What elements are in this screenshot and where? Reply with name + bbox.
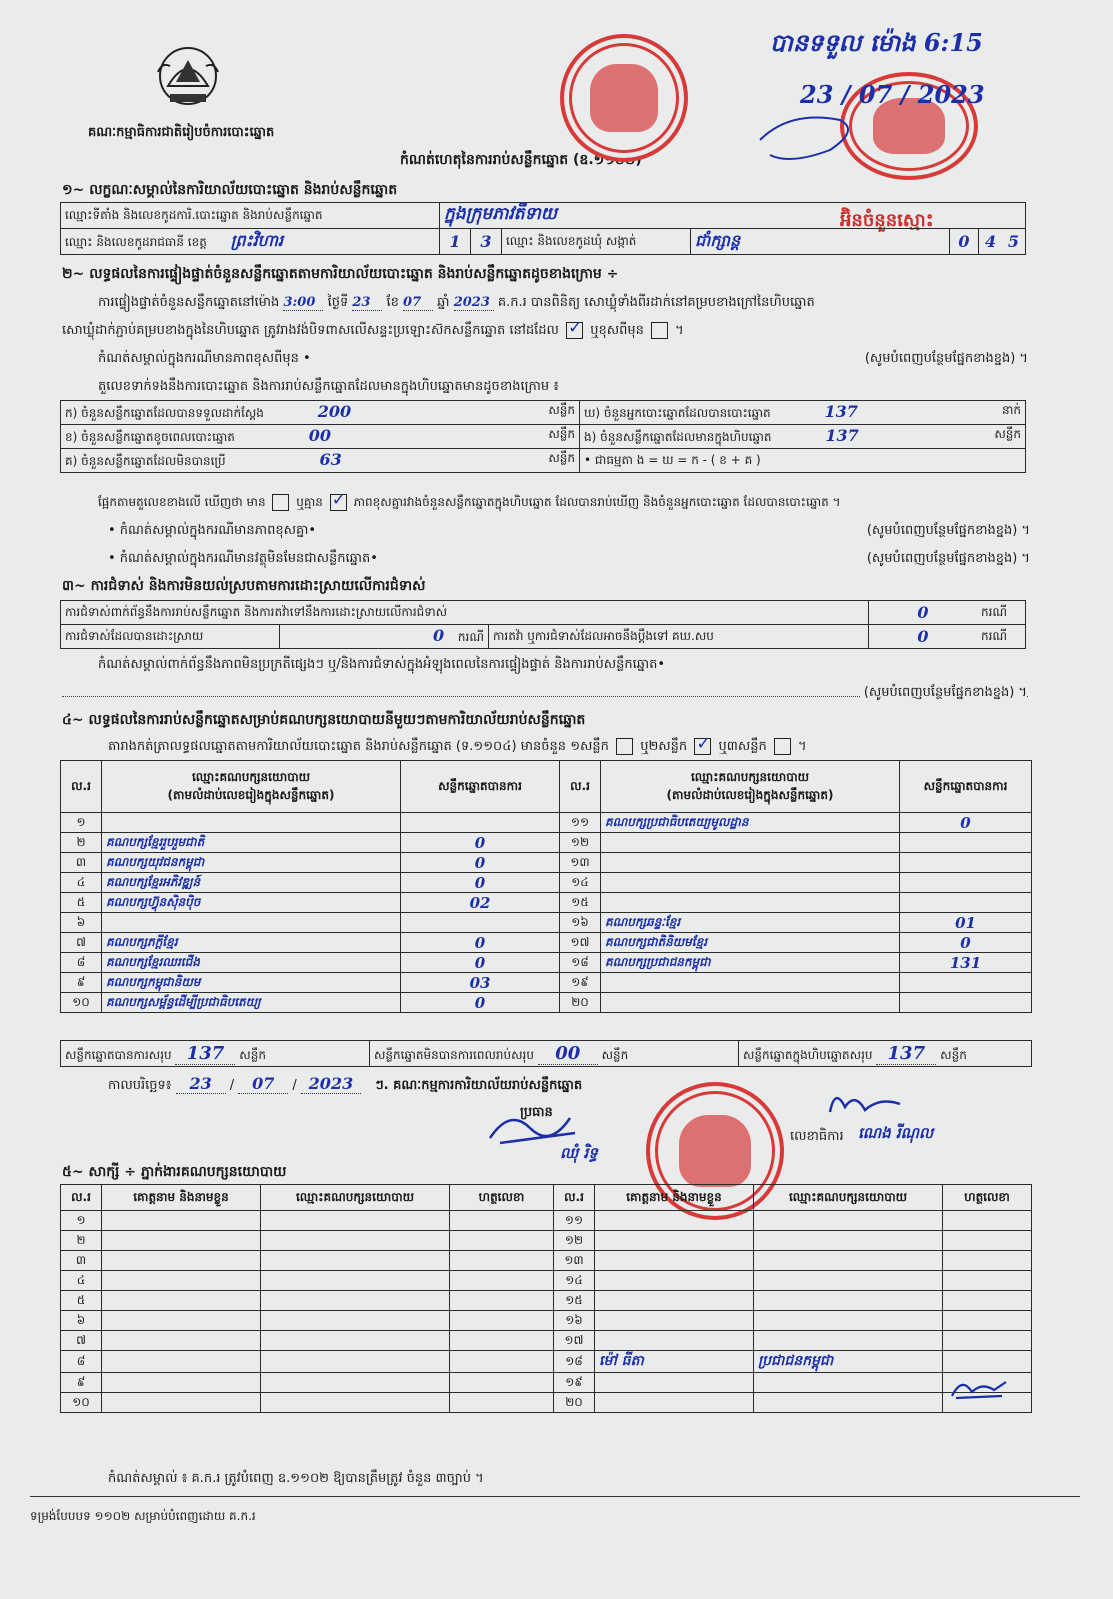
unit-ballot: សន្លឹក (601, 1047, 629, 1062)
witness-party (754, 1311, 943, 1331)
section5-title: ៥~ សាក្សី ÷ ភ្នាក់ងារគណបក្សនយោបាយ (62, 1164, 287, 1180)
witness-party (261, 1271, 450, 1291)
witness-name (595, 1291, 754, 1311)
party-name: គណបក្សខ្មែររួបរួមជាតិ (102, 833, 401, 853)
party-votes: 131 (900, 953, 1032, 973)
table-row (61, 1231, 1032, 1251)
party-votes (401, 913, 560, 933)
witness-party (754, 1291, 943, 1311)
table-row (61, 813, 1032, 833)
voters-label (580, 401, 1026, 425)
witness-no: ១៤ (554, 1271, 595, 1291)
party-no: ១២ (560, 833, 601, 853)
total-box-value: 137 (876, 1043, 936, 1065)
totals-table (60, 1040, 1032, 1067)
witness-party (754, 1393, 943, 1413)
party-name (102, 813, 401, 833)
witness-no: ១១ (554, 1211, 595, 1231)
witness-party (754, 1271, 943, 1291)
party-name (601, 893, 900, 913)
unit-ballot: សន្លឹក (994, 427, 1021, 441)
party-no: ៥ (61, 893, 102, 913)
difference-desc: ភាពខុសគ្នារវាងចំនួនសន្លឹកឆ្នោតក្នុងហិបឆ្នោត ដែលបានរាប់ឃើញ និងចំនួនអ្នកបោះឆ្នោត ដែលបានបោះឆ្នោត ។ (353, 495, 841, 509)
witness-no: ១៣ (554, 1251, 595, 1271)
party-no: ១១ (560, 813, 601, 833)
witness-no: ៦ (61, 1311, 102, 1331)
party-no: ៩ (61, 973, 102, 993)
ballots-in-box-label (580, 425, 1026, 449)
form-note: ទម្រង់បែបបទ ១១០២ សម្រាប់បំពេញដោយ គ.ក.រ (30, 1509, 256, 1523)
witness-name (102, 1291, 261, 1311)
changed-checkbox[interactable] (651, 322, 668, 339)
witness-name (102, 1331, 261, 1351)
verification-day: 23 (352, 295, 382, 311)
witness-no: ៥ (61, 1291, 102, 1311)
nec-logo (148, 42, 228, 114)
official-seal-top (560, 34, 688, 162)
received-signature (750, 100, 870, 170)
total-invalid-value: 00 (538, 1043, 598, 1065)
table-row (61, 1331, 1032, 1351)
witness-sign[interactable] (943, 1331, 1032, 1351)
party-no: ៦ (61, 913, 102, 933)
spoiled-ballots-value: 00 (308, 426, 332, 445)
section2-title: ២~ លទ្ធផលនៃការផ្ទៀងផ្ទាត់ចំនួនសន្លឹកឆ្នោតតាមការិយាល័យបោះឆ្នោត និងរាប់សន្លឹកឆ្នោតដូចខាងក្រោម ÷ (62, 266, 619, 282)
witness-no: ១ (61, 1211, 102, 1231)
col-party: ឈ្មោះគណបក្សនយោបាយ (754, 1185, 943, 1211)
stamp-mark: អ៊ិនចំនួនស្មោះ (840, 210, 934, 231)
irregularities-note: កំណត់សម្គាល់ពាក់ព័ន្ធនឹងភាពមិនប្រក្រតីផ្សេងៗ ឬ/និងការជំទាស់ក្នុងអំឡុងពេលនៃការផ្ទៀងផ្ទាត់ និងការរាប់សន្លឹកឆ្នោត• (98, 657, 666, 672)
total-box-label: សន្លឹកឆ្នោតក្នុងហិបឆ្នោតសរុប (743, 1047, 873, 1062)
col-no: ល.រ (61, 1185, 102, 1211)
commune-code-3: 5 (1007, 232, 1020, 251)
objections-table (60, 600, 1026, 649)
note-items-line (108, 550, 1030, 569)
appeal-label: ការតវ៉ា ឬការជំទាស់ដែលអាចនឹងប្តឹងទៅ គឃ.សប (489, 625, 869, 649)
changed-label: ឬខុសពីមុន (590, 323, 644, 338)
unit-ballot: សន្លឹក (940, 1047, 967, 1062)
witness-name (102, 1251, 261, 1271)
unit-ballot: សន្លឹក (548, 403, 575, 417)
seal-status-text: សោឃ្លុំដាក់ភ្ជាប់គម្របខាងក្នុងនៃហិបឆ្នោត ត្រូវរាងវង់បិទពាសលើសន្ទះប្រឡោះស៊កសន្លឹកឆ្នោត នៅដដែល (62, 323, 559, 338)
party-no: ១៤ (560, 873, 601, 893)
party-votes (900, 833, 1032, 853)
note-difference-line (108, 522, 1030, 541)
witness-sign[interactable] (943, 1271, 1032, 1291)
party-name: គណបក្សយុវជនកម្ពុជា (102, 853, 401, 873)
party-name (102, 913, 401, 933)
no-difference-label: ឬគ្មាន (296, 495, 323, 509)
witness-no: ១៨ (554, 1351, 595, 1373)
party-votes (900, 853, 1032, 873)
table-row (61, 933, 1032, 953)
witness-sign[interactable] (450, 1331, 554, 1351)
col-no: ល.រ (61, 761, 102, 813)
party-name: គណបក្សប្រជាជនកម្ពុជា (601, 953, 900, 973)
witness-no: ១៩ (554, 1373, 595, 1393)
witness-no: ១២ (554, 1231, 595, 1251)
commune-code-1: 0 (950, 229, 979, 255)
verification-desc: គ.ក.រ បានពិនិត្យ សោឃ្លុំទាំងពីរដាក់នៅគម្របខាងក្រៅនៃហិបឆ្នោត (497, 295, 815, 310)
party-votes: 03 (401, 973, 560, 993)
witness-sign[interactable] (450, 1393, 554, 1413)
table-row (61, 1311, 1032, 1331)
table-row (61, 833, 1032, 853)
col-party: ឈ្មោះគណបក្សនយោបាយ (690, 769, 810, 784)
party-no: ១ (61, 813, 102, 833)
party-votes (900, 973, 1032, 993)
party-name: គណបក្សឆន្ទៈខ្មែរ (601, 913, 900, 933)
chair-name: ឈុំ រិទ្ធ (560, 1144, 598, 1162)
witness-no: ២០ (554, 1393, 595, 1413)
witness-name (595, 1251, 754, 1271)
unit-ballot: សន្លឹក (548, 427, 575, 441)
committee-label: ៗ. គណៈកម្មការការិយាល័យរាប់សន្លឹកឆ្នោត (375, 1078, 583, 1093)
witness-sign[interactable] (450, 1271, 554, 1291)
col-no: ល.រ (554, 1185, 595, 1211)
date-year: 2023 (301, 1074, 361, 1094)
party-no: ១៧ (560, 933, 601, 953)
witness-sign[interactable] (450, 1373, 554, 1393)
witness-sign[interactable] (450, 1311, 554, 1331)
party-no: ៧ (61, 933, 102, 953)
witness-party (261, 1311, 450, 1331)
witness-name (102, 1373, 261, 1393)
received-ballots-text: ក) ចំនួនសន្លឹកឆ្នោតដែលបានទទួលដាក់ស្តែង (65, 406, 264, 420)
witness-no: ១៧ (554, 1331, 595, 1351)
section3-title: ៣~ ការជំទាស់ និងការមិនយល់ស្របតាមការដោះស្រាយលើការជំទាស់ (62, 578, 426, 594)
unused-ballots-label (61, 449, 580, 473)
day-label: ថ្ងៃទី (327, 295, 349, 310)
verification-year: 2023 (454, 295, 494, 311)
tally-sheet-line (108, 738, 807, 757)
date-day: 23 (176, 1074, 226, 1094)
witness-party (754, 1331, 943, 1351)
party-votes: 0 (401, 853, 560, 873)
party-name (601, 973, 900, 993)
party-no: ១៥ (560, 893, 601, 913)
table-row (61, 953, 1032, 973)
witness-table (60, 1184, 1032, 1413)
received-ballots-label (61, 401, 580, 425)
witness-sign[interactable] (943, 1311, 1032, 1331)
witness-no: ៤ (61, 1271, 102, 1291)
witness-name (102, 1393, 261, 1413)
witness-name (595, 1393, 754, 1413)
unit-case: ករណី (977, 625, 1026, 649)
difference-note-label: កំណត់សម្គាល់ក្នុងករណីមានភាពខុសពីមុន • (98, 351, 311, 366)
col-party: ឈ្មោះគណបក្សនយោបាយ (191, 769, 311, 784)
witness-sign[interactable] (943, 1351, 1032, 1373)
party-votes (900, 893, 1032, 913)
party-name: គណបក្សខ្មែរអភិវឌ្ឍន៍ (102, 873, 401, 893)
party-results-table (60, 760, 1032, 1013)
party-name (601, 833, 900, 853)
witness-name (102, 1311, 261, 1331)
spoiled-ballots-text: ខ) ចំនួនសន្លឹកឆ្នោតខូចពេលបោះឆ្នោត (65, 430, 235, 444)
table-row (61, 1373, 1032, 1393)
date-label: កាលបរិច្ឆេទ៖ (108, 1078, 172, 1093)
col-party-sub: (តាមលំដាប់លេខរៀងក្នុងសន្លឹកឆ្នោត) (167, 787, 335, 802)
witness-no: ៨ (61, 1351, 102, 1373)
table-row (61, 1393, 1032, 1413)
witness-name: ម៉ៅ ធីតា (595, 1351, 754, 1373)
objections-label: ការជំទាស់ពាក់ព័ន្ធនឹងការរាប់សន្លឹកឆ្នោត និងការតវ៉ាទៅនឹងការដោះស្រាយលើការជំទាស់ (61, 601, 869, 625)
total-invalid-label: សន្លឹកឆ្នោតមិនបានការពេលរាប់សរុប (374, 1047, 534, 1062)
party-votes: 0 (401, 833, 560, 853)
witness-sign[interactable] (450, 1251, 554, 1271)
verification-time-label: ការផ្ទៀងផ្ទាត់ចំនួនសន្លឹកឆ្នោតនៅម៉ោង (98, 295, 280, 310)
table-row (61, 913, 1032, 933)
witness-party (261, 1231, 450, 1251)
province-code-1: 1 (440, 229, 471, 255)
party-votes: 0 (401, 873, 560, 893)
witness-party (261, 1331, 450, 1351)
unchanged-checkbox[interactable] (566, 322, 583, 339)
secretary-label: លេខាធិការ (790, 1129, 844, 1144)
witness-no: ១៦ (554, 1311, 595, 1331)
col-name: គោត្តនាម និងនាមខ្លួន (102, 1185, 261, 1211)
party-no: ១៣ (560, 853, 601, 873)
appeal-value: 0 (869, 625, 978, 649)
fill-note: (សូមបំពេញបន្ថែមផ្នែកខាងខ្នង) ។ (866, 551, 1030, 566)
end-mark: ។ (798, 739, 807, 754)
table-row (61, 993, 1032, 1013)
witness-no: ១៥ (554, 1291, 595, 1311)
party-no: ១០ (61, 993, 102, 1013)
party-votes: 02 (401, 893, 560, 913)
col-name: គោត្តនាម និងនាមខ្លួន (595, 1185, 754, 1211)
unit-case: ករណី (977, 601, 1026, 625)
party-votes (900, 873, 1032, 893)
witness-sign[interactable] (943, 1231, 1032, 1251)
unused-ballots-value: 63 (319, 450, 342, 469)
tally-sheet-label: តារាងកត់ត្រាលទ្ធផលឆ្នោតតាមការិយាល័យបោះឆ្នោត និងរាប់សន្លឹកឆ្នោត (ទ.១១០៤) មានចំនួន ១សន្លឹក (108, 739, 609, 754)
witness-name (102, 1231, 261, 1251)
total-valid-value: 137 (175, 1043, 235, 1065)
location-label: ឈ្មោះទីតាំង និងលេខកូដការិ.បោះឆ្នោត និងរាប់សន្លឹកឆ្នោត (61, 203, 440, 229)
difference-line (98, 494, 841, 512)
commune-label: ឈ្មោះ និងលេខកូដឃុំ សង្កាត់ (502, 229, 691, 255)
col-sign: ហត្ថលេខា (450, 1185, 554, 1211)
table-row (61, 1251, 1032, 1271)
three-sheet-checkbox[interactable] (774, 738, 791, 755)
chair-label: ប្រធាន (520, 1105, 553, 1120)
table-row (61, 893, 1032, 913)
party-no: ១៩ (560, 973, 601, 993)
party-no: ២ (61, 833, 102, 853)
one-sheet-checkbox[interactable] (616, 738, 633, 755)
col-sign: ហត្ថលេខា (943, 1185, 1032, 1211)
witness-name (595, 1271, 754, 1291)
witness-sign[interactable] (943, 1251, 1032, 1271)
party-name: គណបក្សសម្ព័ន្ធដើម្បីប្រជាធិបតេយ្យ (102, 993, 401, 1013)
ballots-in-box-value: 137 (825, 426, 859, 445)
witness-party (754, 1373, 943, 1393)
unit-ballot: សន្លឹក (239, 1047, 266, 1062)
party-name: គណបក្សកម្ពុជានិយម (102, 973, 401, 993)
witness-name (595, 1331, 754, 1351)
province-label: ឈ្មោះ និងលេខកូដរាជធានី ខេត្ត (65, 234, 207, 249)
witness-party (754, 1231, 943, 1251)
witness-sign[interactable] (450, 1351, 554, 1373)
section1-title: ១~ លក្ខណៈសម្គាល់នៃការិយាល័យបោះឆ្នោត និងរាប់សន្លឹកឆ្នោត (62, 182, 398, 198)
party-no: ១៦ (560, 913, 601, 933)
witness-no: ២ (61, 1231, 102, 1251)
resolved-value: 0 (432, 626, 445, 645)
witness-name (102, 1271, 261, 1291)
voters-value: 137 (824, 402, 858, 421)
verification-time: 3:00 (283, 295, 323, 311)
province-code-2: 3 (471, 229, 502, 255)
party-name: គណបក្សភក្ដីខ្មែរ (102, 933, 401, 953)
witness-name (595, 1231, 754, 1251)
three-sheet-label: ឬ៣សន្លឹក (718, 739, 767, 754)
col-no: ល.រ (560, 761, 601, 813)
table-row (61, 973, 1032, 993)
table-row (61, 853, 1032, 873)
party-name: គណបក្សខ្មែរឈរជើង (102, 953, 401, 973)
total-valid-label: សន្លឹកឆ្នោតបានការសរុប (65, 1047, 172, 1062)
footer-line (30, 1496, 1080, 1497)
unused-ballots-text: គ) ចំនួនសន្លឹកឆ្នោតដែលមិនបានប្រើ (65, 454, 226, 468)
party-name (601, 993, 900, 1013)
witness-party (754, 1211, 943, 1231)
unit-case: ករណី (457, 630, 484, 644)
witness-name (102, 1351, 261, 1373)
fill-note: (សូមបំពេញបន្ថែមផ្នែកខាងខ្នង) ។ (860, 684, 1027, 703)
figures-intro: តួលេខទាក់ទងនឹងការបោះឆ្នោត និងការរាប់សន្លឹកឆ្នោតដែលមានក្នុងហិបឆ្នោតមានដូចខាងក្រោម ៖ (98, 379, 559, 394)
two-sheet-checkbox[interactable] (694, 738, 711, 755)
party-name: គណបក្សហ៊្វុនស៊ិនប៉ិច (102, 893, 401, 913)
verification-line-2: សោឃ្លុំដាក់ភ្ជាប់គម្របខាងក្នុងនៃហិបឆ្នោត ត្រូវរាងវង់បិទពាសលើសន្ទះប្រឡោះស៊កសន្លឹកឆ្នោត នៅដដែល ✓ ឬខុសពីមុន ។ (62, 322, 684, 341)
month-label: ខែ (386, 295, 399, 310)
party-votes: 0 (900, 813, 1032, 833)
table-row (61, 1271, 1032, 1291)
unit-person: នាក់ (1001, 403, 1021, 417)
secretary-signature (820, 1082, 910, 1122)
party-no: ៤ (61, 873, 102, 893)
party-votes: 0 (401, 933, 560, 953)
difference-note-line (98, 350, 1028, 369)
party-votes (401, 813, 560, 833)
commune-value: ជាំក្សាន្ត (691, 229, 950, 255)
section1-table (60, 202, 1026, 255)
witness-party: ប្រជាជនកម្ពុជា (754, 1351, 943, 1373)
witness-name (595, 1311, 754, 1331)
date-month: 07 (238, 1074, 288, 1094)
spoiled-ballots-label (61, 425, 580, 449)
received-date: 23 / 07 / 2023 (800, 80, 985, 109)
party-votes: 0 (401, 993, 560, 1013)
province-value: ព្រះវិហារ (230, 230, 284, 250)
party-no: ១៨ (560, 953, 601, 973)
received-ballots-value: 200 (317, 402, 352, 421)
party-votes (900, 993, 1032, 1013)
witness-name (102, 1211, 261, 1231)
no-difference-checkbox[interactable] (330, 494, 347, 511)
party-name (601, 853, 900, 873)
table-row (61, 1351, 1032, 1373)
table-row (61, 1211, 1032, 1231)
party-no: ៨ (61, 953, 102, 973)
col-votes: សន្លឹកឆ្នោតបានការ (900, 761, 1032, 813)
document-title: កំណត់ហេតុនៃការរាប់សន្លឹកឆ្នោត (ឧ.១១០២) (400, 152, 642, 168)
verification-month: 07 (403, 295, 433, 311)
witness-name (595, 1373, 754, 1393)
witness-no: ៧ (61, 1331, 102, 1351)
col-party-sub: (តាមលំដាប់លេខរៀងក្នុងសន្លឹកឆ្នោត) (666, 787, 834, 802)
witness-no: ១០ (61, 1393, 102, 1413)
two-sheet-label: ឬ២សន្លឹក (640, 739, 688, 754)
section4-title: ៤~ លទ្ធផលនៃការរាប់សន្លឹកឆ្នោតសម្រាប់គណបក្សនយោបាយនីមួយៗតាមការិយាល័យរាប់សន្លឹកឆ្នោត (62, 712, 586, 728)
witness-party (261, 1393, 450, 1413)
col-party: ឈ្មោះគណបក្សនយោបាយ (261, 1185, 450, 1211)
witness-no: ៣ (61, 1251, 102, 1271)
party-name: គណបក្សប្រជាធិបតេយ្យមូលដ្ឋាន (601, 813, 900, 833)
witness-party (261, 1373, 450, 1393)
note-difference: • កំណត់សម្គាល់ក្នុងករណីមានភាពខុសគ្នា• (108, 523, 316, 538)
party-name (601, 873, 900, 893)
party-name: គណបក្សជាតិនិយមខ្មែរ (601, 933, 900, 953)
resolved-label: ការជំទាស់ដែលបានដោះស្រាយ (61, 625, 280, 649)
witness-name (595, 1211, 754, 1231)
has-difference-checkbox[interactable] (272, 494, 289, 511)
witness-sign[interactable] (943, 1211, 1032, 1231)
counts-table (60, 400, 1026, 473)
witness-sign[interactable] (943, 1291, 1032, 1311)
org-name: គណៈកម្មាធិការជាតិរៀបចំការបោះឆ្នោត (88, 125, 275, 140)
witness-party (261, 1251, 450, 1271)
table-row (61, 873, 1032, 893)
commune-code-2: 4 (984, 232, 997, 251)
has-difference-label: ផ្អែកតាមតួលេខខាងលើ ឃើញថា មាន (98, 495, 266, 509)
fill-note: (សូមបំពេញបន្ថែមផ្នែកខាងខ្នង) ។ (864, 351, 1028, 366)
objections-value: 0 (869, 601, 978, 625)
witness-party (754, 1251, 943, 1271)
received-note: បានទទួល ម៉ោង 6:15 (770, 28, 983, 57)
witness-sign[interactable] (450, 1211, 554, 1231)
party-votes: 0 (401, 953, 560, 973)
fill-note: (សូមបំពេញបន្ថែមផ្នែកខាងខ្នង) ។ (866, 523, 1030, 538)
formula-cell: • ជាធម្មតា ង = ឃ = ក - ( ខ + គ ) (580, 449, 1026, 473)
location-value: ក្នុងក្រុមភាវតីទាយ (440, 203, 1026, 229)
secretary-name: ណេង រីណុល (858, 1124, 934, 1142)
witness-party (261, 1291, 450, 1311)
party-no: ៣ (61, 853, 102, 873)
ballots-in-box-text: ង) ចំនួនសន្លឹកឆ្នោតដែលមានក្នុងហិបឆ្នោត (584, 430, 772, 444)
table-row (61, 1291, 1032, 1311)
party-votes: 0 (900, 933, 1032, 953)
voters-text: ឃ) ចំនួនអ្នកបោះឆ្នោតដែលបានបោះឆ្នោត (584, 406, 771, 420)
witness-party (261, 1351, 450, 1373)
witness-party (261, 1211, 450, 1231)
unit-ballot: សន្លឹក (548, 451, 575, 465)
year-label: ឆ្នាំ (437, 295, 450, 310)
witness-sign[interactable] (450, 1231, 554, 1251)
col-votes: សន្លឹកឆ្នោតបានការ (401, 761, 560, 813)
result-date-line: កាលបរិច្ឆេទ៖ 23 / 07 / 2023 ៗ. គណៈកម្មការការិយាល័យរាប់សន្លឹកឆ្នោត (108, 1074, 583, 1093)
party-no: ២០ (560, 993, 601, 1013)
party-votes: 01 (900, 913, 1032, 933)
note-items: • កំណត់សម្គាល់ក្នុងករណីមានវត្ថុមិនមែនជាសន្លឹកឆ្នោត• (108, 551, 378, 566)
witness-sign[interactable] (450, 1291, 554, 1311)
witness-no: ៩ (61, 1373, 102, 1393)
section5-note: កំណត់សម្គាល់ ៖ គ.ក.រ ត្រូវបំពេញ ឧ.១១០២ ឱ្យបានត្រឹមត្រូវ ចំនួន ៣ច្បាប់ ។ (108, 1471, 484, 1486)
verification-line-1 (98, 294, 815, 313)
witness-signature (944, 1374, 1014, 1404)
